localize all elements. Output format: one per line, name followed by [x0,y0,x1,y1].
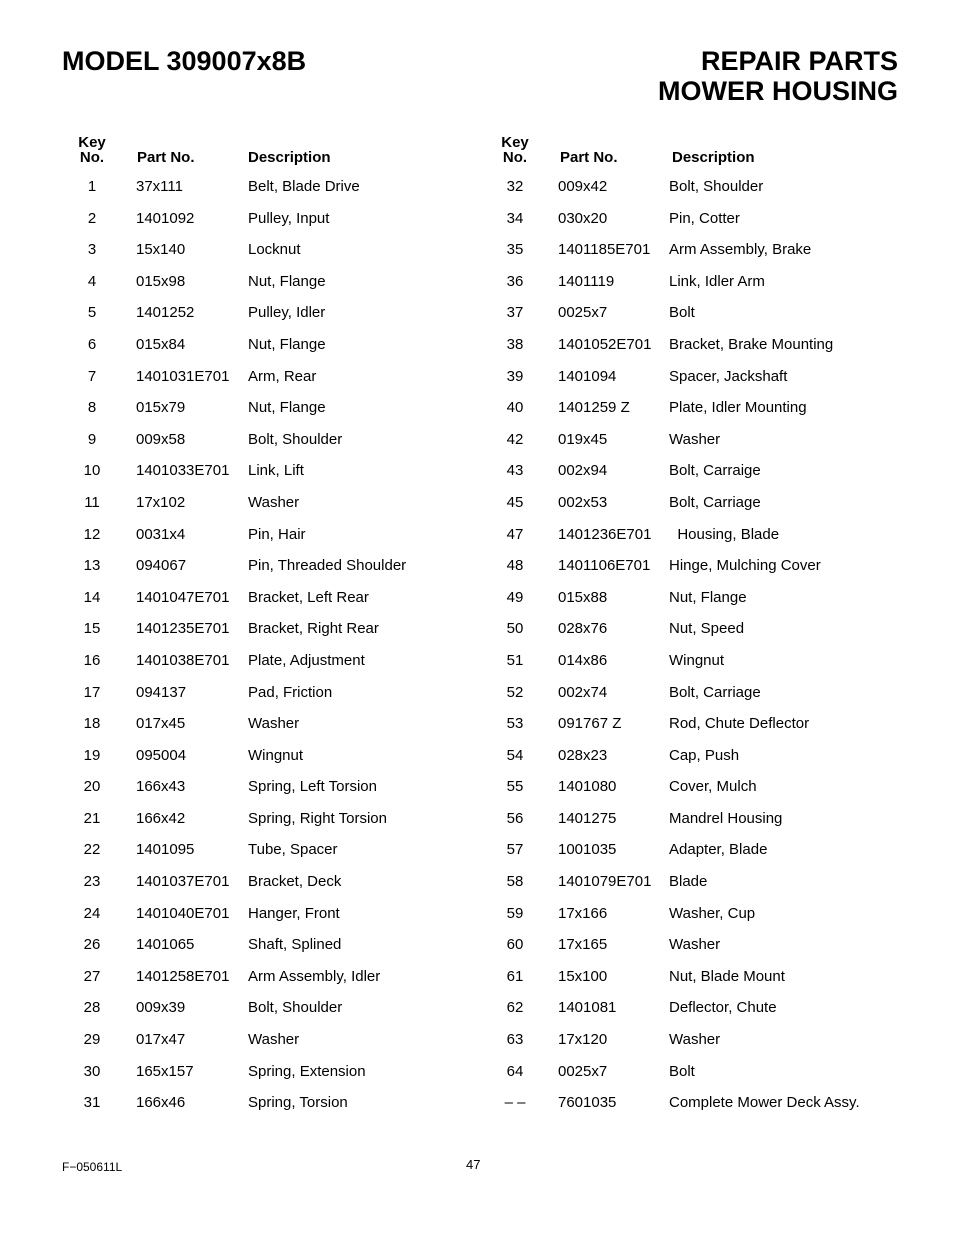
part-description: Bolt [669,1062,695,1080]
table-row [62,745,482,777]
table-row [62,839,482,871]
part-number: 1401081 [558,999,617,1017]
part-number: 002x94 [558,462,608,480]
part-number: 015x84 [136,335,186,353]
part-number: 1401275 [558,809,617,827]
part-description: Spring, Left Torsion [248,778,377,796]
part-number: 1401079E701 [558,873,652,891]
key-number: 26 [83,936,101,954]
table-row [485,334,905,366]
part-number: 1001035 [558,841,617,859]
part-description: Mandrel Housing [669,809,783,827]
table-body-left [62,176,482,1124]
part-no-header: Part No. [560,149,618,166]
part-number: 15x140 [136,241,186,259]
key-number: 36 [506,272,524,290]
key-number: 49 [506,588,524,606]
table-row [485,429,905,461]
part-number: 095004 [136,746,187,764]
key-number: 63 [506,1031,524,1049]
key-number: 53 [506,715,524,733]
part-description: Bolt, Carriage [669,683,761,701]
key-number: 61 [506,967,524,985]
key-number: 20 [83,778,101,796]
part-number: 17x120 [558,1031,608,1049]
table-row [485,555,905,587]
key-number: 12 [83,525,101,543]
part-number: 094067 [136,557,187,575]
key-number: 8 [87,399,97,417]
part-description: Deflector, Chute [669,999,777,1017]
key-number: 27 [83,967,101,985]
key-number: 57 [506,841,524,859]
key-number: 35 [506,241,524,259]
part-number: 017x47 [136,1031,186,1049]
table-row [62,587,482,619]
key-number: 10 [83,462,101,480]
key-header-line1: Key [501,134,529,151]
model-title: MODEL 309007x8B [62,46,307,76]
part-description: Pulley, Idler [248,304,326,322]
key-header-line2: No. [502,149,528,166]
table-row [62,302,482,334]
part-description: Bracket, Deck [248,873,342,891]
part-description: Spring, Torsion [248,1094,348,1112]
part-description: Link, Lift [248,462,304,480]
key-number: 48 [506,557,524,575]
part-description: Locknut [248,241,301,259]
table-row [62,1092,482,1124]
part-number: 1401235E701 [136,620,230,638]
key-number: 32 [506,178,524,195]
part-description: Plate, Idler Mounting [669,399,807,417]
part-description: Arm Assembly, Idler [248,967,381,985]
key-no-header [485,135,545,165]
part-description: Link, Idler Arm [669,272,765,290]
part-number: 0025x7 [558,304,608,322]
key-number: 19 [83,746,101,764]
part-description: Blade [669,873,708,891]
document-code: F−050611L [62,1160,123,1174]
part-description: Bolt, Shoulder [669,178,764,195]
description-header: Description [672,149,755,166]
part-description: Bolt, Shoulder [248,430,343,448]
key-number: 62 [506,999,524,1017]
table-row [62,808,482,840]
part-number: 094137 [136,683,187,701]
part-number: 015x88 [558,588,608,606]
description-header: Description [248,149,331,166]
key-number: 56 [506,809,524,827]
part-number: 17x165 [558,936,608,954]
part-number: 37x111 [136,178,183,195]
table-row [62,618,482,650]
key-number: 38 [506,335,524,353]
part-number: 15x100 [558,967,608,985]
key-number: 47 [506,525,524,543]
table-row [62,492,482,524]
key-number: 23 [83,873,101,891]
part-description: Adapter, Blade [669,841,768,859]
table-row [62,1029,482,1061]
parts-table-left [62,134,482,1124]
part-number: 166x46 [136,1094,186,1112]
part-number: 1401258E701 [136,967,230,985]
table-row [485,524,905,556]
key-number: – – [504,1094,526,1112]
table-row [62,334,482,366]
table-row [485,997,905,1029]
table-row [485,302,905,334]
part-number: 1401106E701 [558,557,651,575]
table-row [62,239,482,271]
section-title-line1: REPAIR PARTS [700,46,898,76]
part-number: 1401095 [136,841,195,859]
table-row [62,713,482,745]
part-description: Washer, Cup [669,904,756,922]
part-number: 017x45 [136,715,186,733]
part-description: Complete Mower Deck Assy. [669,1094,860,1112]
part-number: 014x86 [558,651,608,669]
key-no-header [62,135,122,165]
table-row [485,239,905,271]
table-row [485,776,905,808]
key-number: 42 [506,430,524,448]
part-number: 009x42 [558,178,608,195]
part-description: Washer [669,936,721,954]
part-description: Nut, Speed [669,620,745,638]
part-description: Spring, Extension [248,1062,366,1080]
part-description: Pin, Threaded Shoulder [248,557,407,575]
part-number: 1401259 Z [558,399,630,417]
part-description: Spring, Right Torsion [248,809,387,827]
key-number: 30 [83,1062,101,1080]
part-description: Nut, Blade Mount [669,967,785,985]
part-number: 1401185E701 [558,241,651,259]
key-number: 15 [83,620,101,638]
part-number: 165x157 [136,1062,194,1080]
part-number: 1401119 [558,272,615,290]
key-number: 21 [83,809,101,827]
table-row [485,682,905,714]
part-number: 0025x7 [558,1062,608,1080]
key-number: 54 [506,746,524,764]
table-row [485,745,905,777]
key-number: 22 [83,841,101,859]
table-row [485,460,905,492]
key-number: 7 [87,367,97,385]
key-number: 14 [83,588,101,606]
section-title-line2: MOWER HOUSING [658,76,898,106]
part-number: 015x98 [136,272,186,290]
table-row [62,208,482,240]
key-number: 4 [87,272,97,290]
key-number: 59 [506,904,524,922]
key-number: 40 [506,399,524,417]
part-description: Hanger, Front [248,904,340,922]
key-number: 45 [506,493,524,511]
key-header-line2: No. [79,149,105,166]
table-body-right [485,176,905,1124]
part-description: Washer [248,493,300,511]
part-number: 028x23 [558,746,608,764]
table-row [62,903,482,935]
part-description: Wingnut [248,746,304,764]
table-row [62,966,482,998]
part-number: 1401040E701 [136,904,230,922]
table-row [485,808,905,840]
part-description: Nut, Flange [248,272,326,290]
part-description: Arm, Rear [248,367,317,385]
part-number: 1401033E701 [136,462,230,480]
key-header-line1: Key [78,134,106,151]
table-row [485,618,905,650]
part-description: Washer [248,1031,300,1049]
key-number: 9 [87,430,97,448]
part-description: Washer [669,1031,721,1049]
table-row [485,1029,905,1061]
part-number: 028x76 [558,620,608,638]
part-description: Pulley, Input [248,209,330,227]
table-row [62,776,482,808]
key-number: 24 [83,904,101,922]
part-number: 1401080 [558,778,617,796]
part-number: 1401236E701 [558,525,652,543]
part-description: Wingnut [669,651,725,669]
key-number: 28 [83,999,101,1017]
table-row [62,650,482,682]
part-description: Arm Assembly, Brake [669,241,812,259]
part-description: Bolt, Carriage [669,493,761,511]
part-number: 166x43 [136,778,186,796]
table-row [485,934,905,966]
table-row [485,492,905,524]
table-row [62,555,482,587]
key-number: 6 [87,335,97,353]
table-row [62,429,482,461]
part-description: Shaft, Splined [248,936,342,954]
part-description: Spacer, Jackshaft [669,367,788,385]
key-number: 11 [84,493,100,511]
part-number: 1401065 [136,936,195,954]
part-number: 1401037E701 [136,873,230,891]
table-row [62,366,482,398]
part-number: 17x166 [558,904,608,922]
part-description: Bolt [669,304,695,322]
table-row [485,966,905,998]
key-number: 43 [506,462,524,480]
table-row [485,903,905,935]
part-description: Nut, Flange [248,399,326,417]
key-number: 29 [83,1031,101,1049]
table-row [62,271,482,303]
page-number: 47 [466,1157,481,1172]
key-number: 16 [83,651,101,669]
part-description: Bracket, Brake Mounting [669,335,834,353]
part-description: Belt, Blade Drive [248,178,360,195]
part-description: Rod, Chute Deflector [669,715,810,733]
part-number: 015x79 [136,399,186,417]
key-number: 39 [506,367,524,385]
part-description: Bracket, Left Rear [248,588,369,606]
part-number: 002x74 [558,683,608,701]
table-row [485,397,905,429]
table-header-right [485,134,905,176]
part-description: Cover, Mulch [669,778,757,796]
part-number: 1401092 [136,209,195,227]
part-number: 009x39 [136,999,186,1017]
part-number: 002x53 [558,493,608,511]
section-title [658,46,898,106]
key-number: 60 [506,936,524,954]
key-number: 55 [506,778,524,796]
table-row [485,176,905,208]
table-row [485,713,905,745]
part-description: Washer [669,430,721,448]
part-description: Cap, Push [669,746,740,764]
table-row [485,650,905,682]
parts-table-right [485,134,905,1124]
table-header-left [62,134,482,176]
key-number: 64 [506,1062,524,1080]
part-number: 17x102 [136,493,186,511]
table-row [62,871,482,903]
key-number: 52 [506,683,524,701]
table-row [485,1092,905,1124]
key-number: 31 [83,1094,101,1112]
part-number: 7601035 [558,1094,617,1112]
key-number: 37 [506,304,524,322]
part-description: Hinge, Mulching Cover [669,557,821,575]
table-row [485,1061,905,1093]
key-number: 34 [506,209,524,227]
part-description: Nut, Flange [669,588,747,606]
part-description: Plate, Adjustment [248,651,365,669]
table-row [62,1061,482,1093]
key-number: 17 [83,683,101,701]
part-number: 030x20 [558,209,608,227]
table-row [62,934,482,966]
key-number: 13 [83,557,101,575]
part-number: 091767 Z [558,715,622,733]
part-description: Pin, Cotter [669,209,740,227]
part-description: Bolt, Carraige [669,462,761,480]
part-number: 1401052E701 [558,335,652,353]
part-number: 1401094 [558,367,617,385]
part-description: Housing, Blade [669,525,780,543]
part-number: 1401038E701 [136,651,230,669]
part-number: 166x42 [136,809,186,827]
table-row [62,524,482,556]
part-description: Pin, Hair [248,525,306,543]
key-number: 18 [83,715,101,733]
part-number: 009x58 [136,430,186,448]
key-number: 1 [87,178,97,195]
table-row [485,871,905,903]
table-row [485,839,905,871]
part-description: Bracket, Right Rear [248,620,379,638]
key-number: 3 [87,241,97,259]
table-row [62,176,482,208]
key-number: 51 [506,651,524,669]
key-number: 5 [87,304,97,322]
part-number: 019x45 [558,430,608,448]
key-number: 50 [506,620,524,638]
table-row [485,271,905,303]
part-no-header: Part No. [137,149,195,166]
part-description: Washer [248,715,300,733]
part-number: 0031x4 [136,525,186,543]
key-number: 58 [506,873,524,891]
table-row [485,366,905,398]
part-number: 1401252 [136,304,195,322]
table-row [62,397,482,429]
part-description: Pad, Friction [248,683,333,701]
table-row [62,997,482,1029]
table-row [485,208,905,240]
table-row [62,682,482,714]
part-description: Tube, Spacer [248,841,338,859]
part-description: Nut, Flange [248,335,326,353]
table-row [485,587,905,619]
part-number: 1401031E701 [136,367,230,385]
part-number: 1401047E701 [136,588,230,606]
key-number: 2 [87,209,97,227]
part-description: Bolt, Shoulder [248,999,343,1017]
table-row [62,460,482,492]
